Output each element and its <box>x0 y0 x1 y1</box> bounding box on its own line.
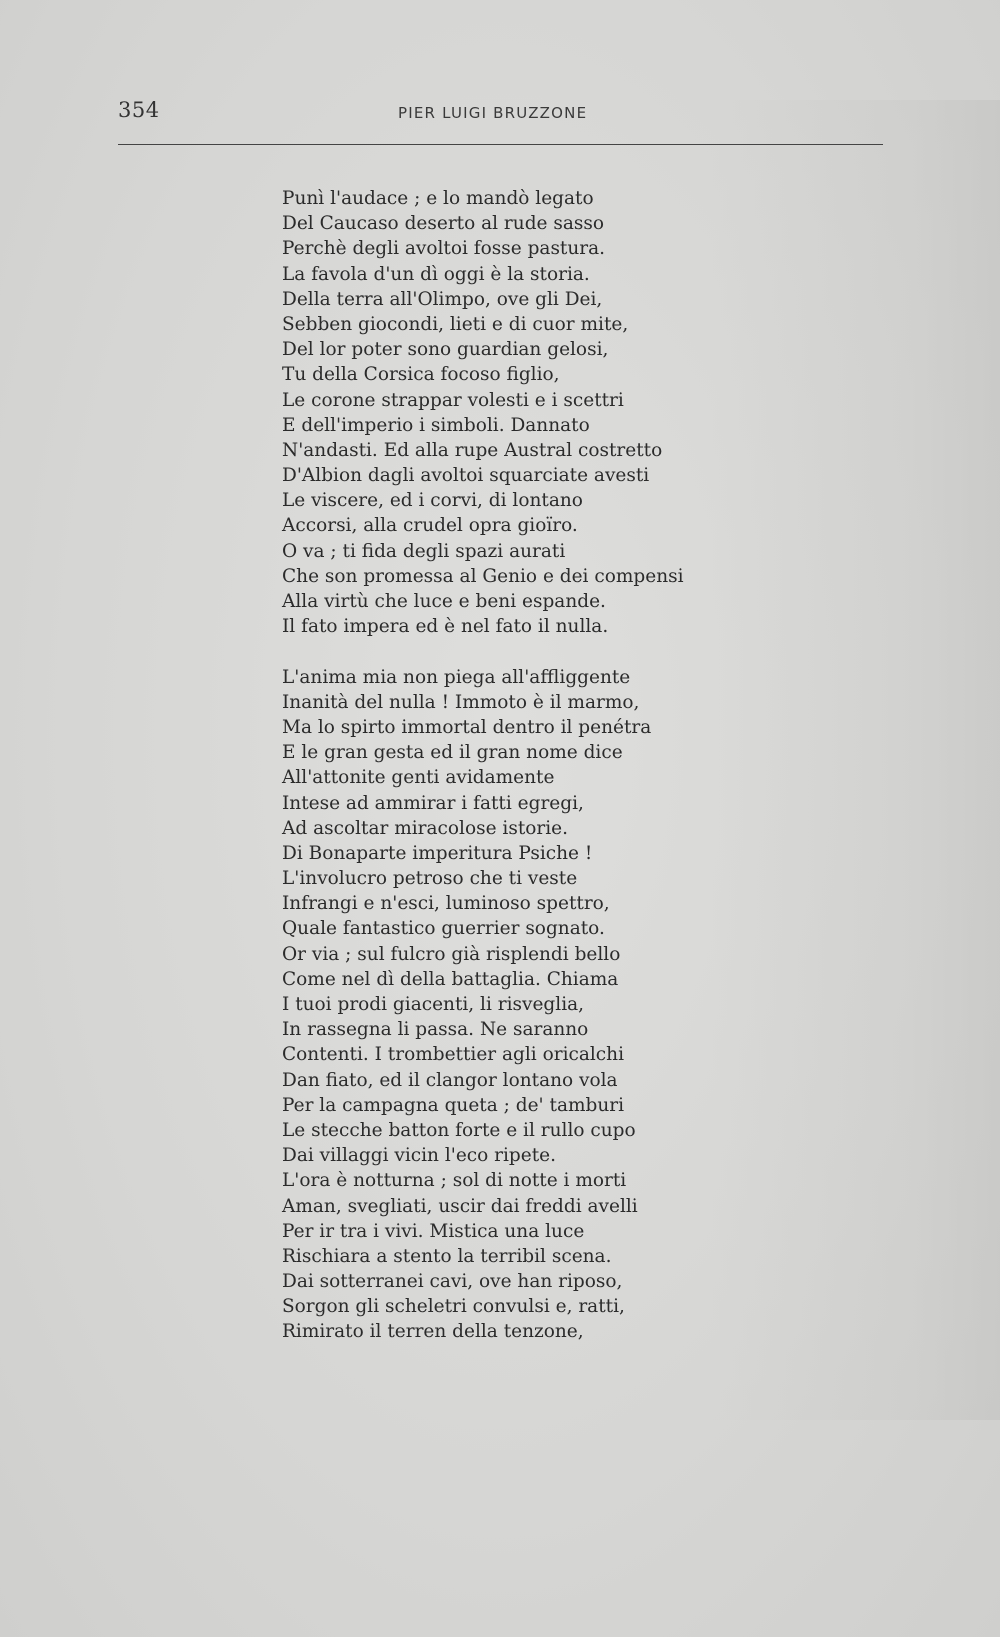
verse-line: Intese ad ammirar i fatti egregi, <box>282 792 584 814</box>
verse-line: Del lor poter sono guardian gelosi, <box>282 339 609 361</box>
verse-line: Che son promessa al Genio e dei compensi <box>282 565 684 587</box>
verse-line: La favola d'un dì oggi è la storia. <box>282 263 590 285</box>
verse-line: Le viscere, ed i corvi, di lontano <box>282 490 583 512</box>
verse-line: Della terra all'Olimpo, ove gli Dei, <box>282 288 603 310</box>
show-through-shadow <box>710 100 1000 1420</box>
verse-line: Or via ; sul fulcro già risplendi bello <box>282 943 621 965</box>
verse-line: In rassegna li passa. Ne saranno <box>282 1019 589 1041</box>
verse-line: Sebben giocondi, lieti e di cuor mite, <box>282 313 629 335</box>
verse-line: Le stecche batton forte e il rullo cupo <box>282 1119 636 1141</box>
verse-line: Perchè degli avoltoi fosse pastura. <box>282 238 606 260</box>
verse-line: Rimirato il terren della tenzone, <box>282 1321 584 1343</box>
verse-line: E dell'imperio i simboli. Dannato <box>282 414 590 436</box>
verse-line: Contenti. I trombettier agli oricalchi <box>282 1044 624 1066</box>
verse-line: Punì l'audace ; e lo mandò legato <box>282 188 594 209</box>
verse-line: Per ir tra i vivi. Mistica una luce <box>282 1220 585 1242</box>
verse-line: Dan fiato, ed il clangor lontano vola <box>282 1069 618 1091</box>
verse-line: Per la campagna queta ; de' tamburi <box>282 1094 625 1116</box>
page-number: 354 <box>118 98 160 122</box>
verse-line: Quale fantastico guerrier sognato. <box>282 918 605 940</box>
verse-line: Del Caucaso deserto al rude sasso <box>282 213 605 235</box>
verse-line: Il fato impera ed è nel fato il nulla. <box>282 616 609 638</box>
verse-line: Alla virtù che luce e beni espande. <box>282 591 606 612</box>
verse-line: Inanità del nulla ! Immoto è il marmo, <box>282 691 640 713</box>
verse-line: Le corone strappar volesti e i scettri <box>282 389 624 411</box>
verse-line: E le gran gesta ed il gran nome dice <box>282 742 623 764</box>
verse-line: Come nel dì della battaglia. Chiama <box>282 968 619 990</box>
verse-line: Accorsi, alla crudel opra gioïro. <box>282 515 578 537</box>
verse-line: Aman, svegliati, uscir dai freddi avelli <box>282 1195 638 1217</box>
verse-line: All'attonite genti avidamente <box>282 767 555 789</box>
verse-line: O va ; ti fida degli spazi aurati <box>282 540 566 562</box>
verse-line: Sorgon gli scheletri convulsi e, ratti, <box>282 1296 625 1318</box>
verse-line: L'ora è notturna ; sol di notte i morti <box>282 1170 627 1192</box>
verse-line: N'andasti. Ed alla rupe Austral costretto <box>282 439 663 461</box>
verse-line: Dai villaggi vicin l'eco ripete. <box>282 1145 556 1167</box>
verse-line: Infrangi e n'esci, luminoso spettro, <box>282 893 610 915</box>
verse-line: Ad ascoltar miracolose istorie. <box>282 817 568 839</box>
page-header <box>118 98 883 138</box>
verse-line: D'Albion dagli avoltoi squarciate avesti <box>282 465 650 487</box>
verse-line: I tuoi prodi giacenti, li risveglia, <box>282 994 585 1015</box>
running-head: PIER LUIGI BRUZZONE <box>398 104 588 122</box>
header-rule <box>118 144 883 145</box>
verse-line: Dai sotterranei cavi, ove han riposo, <box>282 1271 623 1293</box>
verse-line: Tu della Corsica focoso figlio, <box>282 364 560 386</box>
poem-body <box>282 186 722 1345</box>
verse-line: Rischiara a stento la terribil scena. <box>282 1245 612 1267</box>
verse-line: Di Bonaparte imperitura Psiche ! <box>282 842 593 864</box>
verse-line: L'anima mia non piega all'affliggente <box>282 666 631 688</box>
verse-line: Ma lo spirto immortal dentro il penétra <box>282 716 652 738</box>
verse-line: L'involucro petroso che ti veste <box>282 868 578 890</box>
